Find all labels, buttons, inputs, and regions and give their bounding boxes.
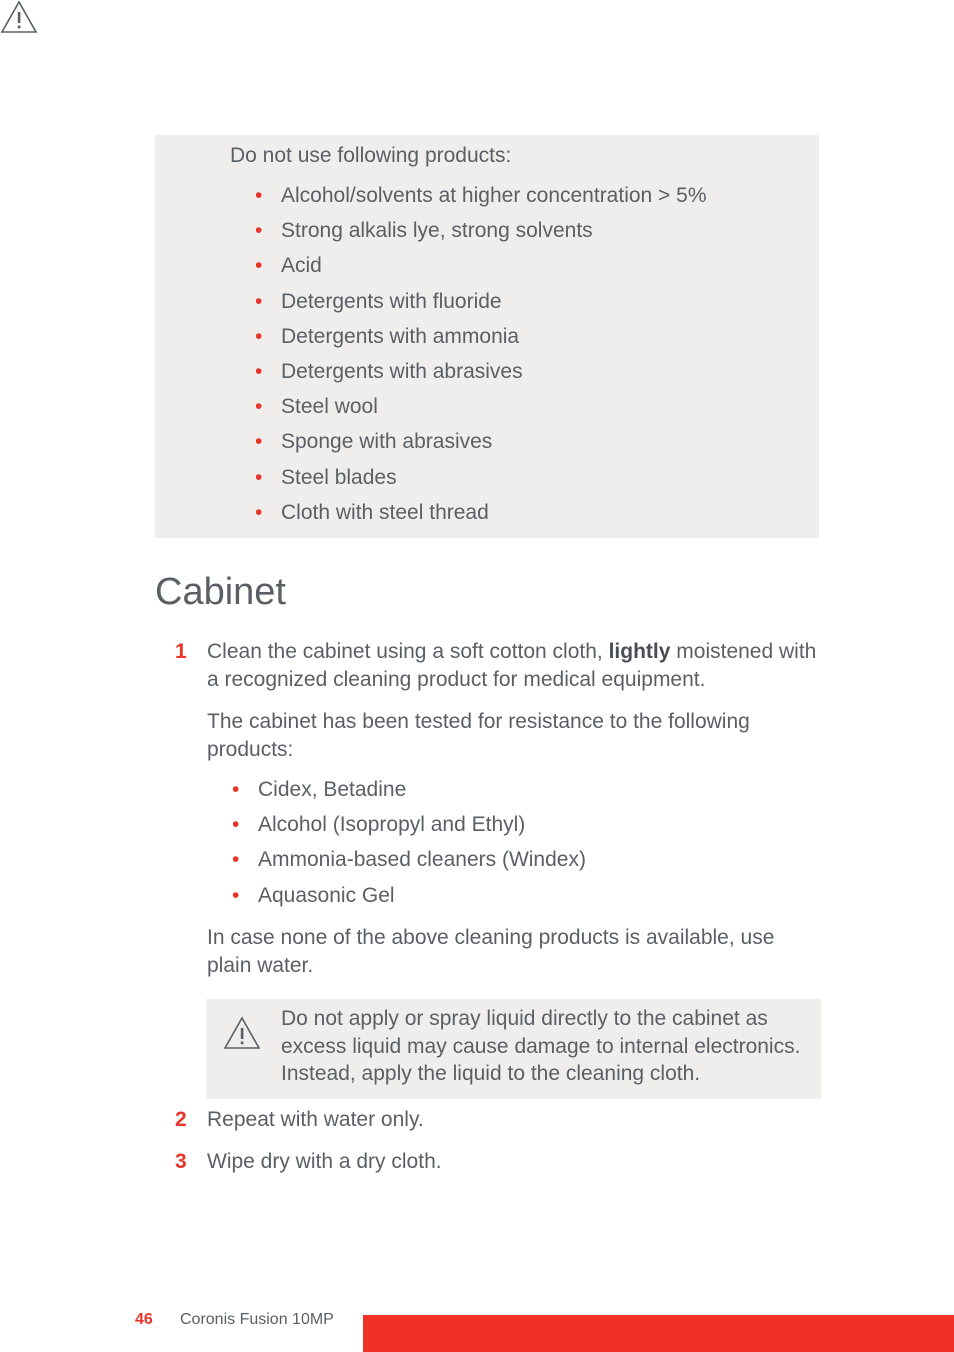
bullet-icon: • [255,254,263,278]
section-title: Cabinet [155,571,286,613]
list-item: • Cloth with steel thread [255,499,707,534]
list-item: • Acid [255,252,707,287]
emphasis-text: lightly [608,640,671,663]
bullet-icon: • [255,359,263,383]
fallback-text: In case none of the above cleaning products is available, use plain water. [207,926,775,977]
list-item: • Detergents with abrasives [255,358,707,393]
list-item: • Detergents with fluoride [255,288,707,323]
step-number-2: 2 [175,1108,187,1131]
bullet-icon: • [255,324,263,348]
bullet-icon: • [232,778,240,801]
document-title: Coronis Fusion 10MP [180,1311,334,1328]
warning-liquid-text: Do not apply or spray liquid directly to the cabinet as excess liquid may cause damage to internal electronics. Instead, apply the liquid to the cleaning cloth. [281,1007,801,1085]
bullet-icon: • [232,813,240,837]
bullet-icon: • [255,219,263,243]
bullet-icon: • [255,465,263,489]
step-number-1: 1 [175,640,187,663]
step-number-3: 3 [175,1150,187,1173]
list-item: • Detergents with ammonia [255,323,707,358]
list-item: • Steel blades [255,464,707,499]
bullet-icon: • [255,184,263,207]
bullet-icon: • [255,289,263,313]
bullet-icon: • [255,500,263,524]
bullet-icon: • [255,430,263,454]
list-item: • Ammonia-based cleaners (Windex) [232,846,586,881]
prohibited-products-list [255,182,707,534]
warning-triangle-icon [223,1016,261,1050]
step-2-text: Repeat with water only. [207,1108,424,1131]
page-number: 46 [135,1311,153,1328]
warning-triangle-icon [0,0,38,34]
list-item: • Strong alkalis lye, strong solvents [255,217,707,252]
bullet-icon: • [232,883,240,907]
bullet-icon: • [232,848,240,872]
list-item: • Cidex, Betadine [232,776,586,811]
list-item: • Alcohol (Isopropyl and Ethyl) [232,811,586,846]
list-item: • Steel wool [255,393,707,428]
list-item: • Aquasonic Gel [232,882,586,917]
list-item: • Sponge with abrasives [255,428,707,463]
warning-intro: Do not use following products: [230,144,512,167]
list-item: • Alcohol/solvents at higher concentration > 5% [255,182,707,217]
step-1-text: Clean the cabinet using a soft cotton cloth, lightly moistened with a recognized cleaning product for medical equipment. [207,640,817,691]
tested-products-list [232,776,586,917]
tested-intro: The cabinet has been tested for resistance to the following products: [207,710,750,761]
step-3-text: Wipe dry with a dry cloth. [207,1150,442,1173]
footer-accent-bar [363,1315,954,1352]
bullet-icon: • [255,395,263,419]
